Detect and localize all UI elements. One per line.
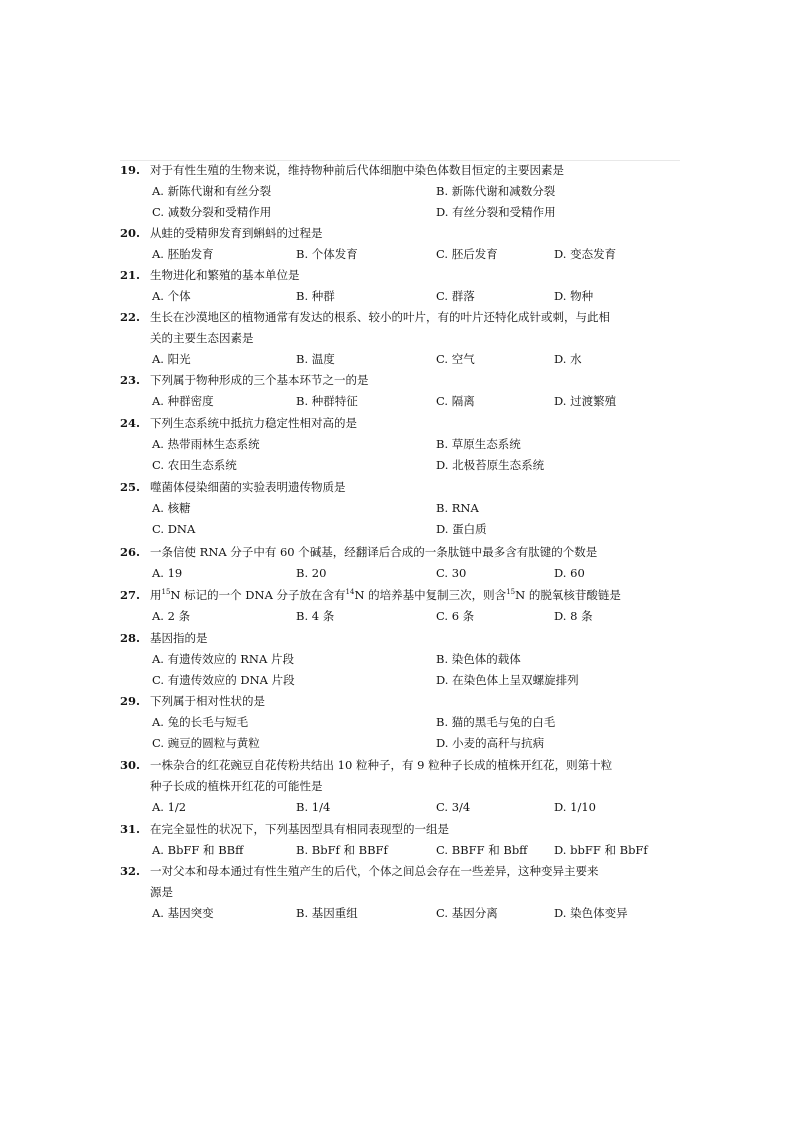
question-25 <box>120 477 680 540</box>
option-d[interactable]: D. 1/10 <box>554 800 596 814</box>
question-26 <box>120 542 680 584</box>
option-b[interactable]: B. RNA <box>436 501 479 515</box>
option-a[interactable]: A. 兔的长毛与短毛 <box>152 715 249 729</box>
option-a[interactable]: A. 种群密度 <box>152 394 214 408</box>
question-21 <box>120 265 680 307</box>
option-a[interactable]: A. BbFF 和 BBff <box>152 843 244 857</box>
question-number: 22. <box>120 310 141 324</box>
option-c[interactable]: C. 群落 <box>436 289 475 303</box>
option-b[interactable]: B. 基因重组 <box>296 906 358 920</box>
question-stem-continued: 种子长成的植株开红花的可能性是 <box>150 779 323 793</box>
option-a[interactable]: A. 热带雨林生态系统 <box>152 437 260 451</box>
isotope-superscript: 14 <box>345 588 355 596</box>
option-d[interactable]: D. 过渡繁殖 <box>554 394 617 408</box>
question-24 <box>120 413 680 476</box>
option-c[interactable]: C. 豌豆的圆粒与黄粒 <box>152 736 260 750</box>
option-d[interactable]: D. bbFF 和 BbFf <box>554 843 648 857</box>
question-22 <box>120 307 680 370</box>
option-d[interactable]: D. 水 <box>554 352 582 366</box>
question-32 <box>120 861 680 924</box>
option-b[interactable]: B. 猫的黑毛与兔的白毛 <box>436 715 556 729</box>
option-c[interactable]: C. 空气 <box>436 352 475 366</box>
option-c[interactable]: C. DNA <box>152 522 196 536</box>
question-number: 31. <box>120 822 141 836</box>
option-b[interactable]: B. BbFf 和 BBFf <box>296 843 388 857</box>
stem-text: N 的脱氧核苷酸链是 <box>515 588 621 602</box>
question-stem <box>150 585 680 606</box>
question-stem: 下列属于相对性状的是 <box>150 694 265 708</box>
option-a[interactable]: A. 1/2 <box>152 800 187 814</box>
stem-text: N 的培养基中复制三次，则含 <box>354 588 507 602</box>
option-d[interactable]: D. 变态发育 <box>554 247 617 261</box>
question-stem: 下列属于物种形成的三个基本环节之一的是 <box>150 373 369 387</box>
option-a[interactable]: A. 核糖 <box>152 501 191 515</box>
option-b[interactable]: B. 4 条 <box>296 609 335 623</box>
option-b[interactable]: B. 20 <box>296 566 327 580</box>
question-number: 26. <box>120 545 141 559</box>
option-c[interactable]: C. 6 条 <box>436 609 475 623</box>
option-c[interactable]: C. BBFF 和 Bbff <box>436 843 528 857</box>
question-29 <box>120 691 680 754</box>
option-c[interactable]: C. 胚后发育 <box>436 247 498 261</box>
question-28 <box>120 628 680 691</box>
option-a[interactable]: A. 基因突变 <box>152 906 214 920</box>
question-number: 21. <box>120 268 141 282</box>
option-d[interactable]: D. 小麦的高秆与抗病 <box>436 736 545 750</box>
option-a[interactable]: A. 阳光 <box>152 352 191 366</box>
option-a[interactable]: A. 有遗传效应的 RNA 片段 <box>152 652 294 666</box>
question-stem: 下列生态系统中抵抗力稳定性相对高的是 <box>150 416 357 430</box>
question-23 <box>120 370 680 412</box>
question-number: 32. <box>120 864 141 878</box>
question-number: 20. <box>120 226 141 240</box>
option-c[interactable]: C. 农田生态系统 <box>152 458 237 472</box>
option-b[interactable]: B. 种群特征 <box>296 394 358 408</box>
question-30 <box>120 755 680 818</box>
question-stem: 一株杂合的红花豌豆自花传粉共结出 10 粒种子，有 9 粒种子长成的植株开红花，则第十粒 <box>150 758 613 772</box>
option-b[interactable]: B. 草原生态系统 <box>436 437 521 451</box>
question-stem: 生物进化和繁殖的基本单位是 <box>150 268 300 282</box>
question-number: 25. <box>120 480 141 494</box>
isotope-superscript: 15 <box>506 588 516 596</box>
option-d[interactable]: D. 在染色体上呈双螺旋排列 <box>436 673 579 687</box>
option-c[interactable]: C. 有遗传效应的 DNA 片段 <box>152 673 295 687</box>
isotope-superscript: 15 <box>161 588 171 596</box>
question-stem-continued: 关的主要生态因素是 <box>150 331 254 345</box>
option-b[interactable]: B. 1/4 <box>296 800 331 814</box>
stem-text: N 标记的一个 DNA 分子放在含有 <box>170 588 346 602</box>
option-a[interactable]: A. 19 <box>152 566 183 580</box>
option-d[interactable]: D. 染色体变异 <box>554 906 628 920</box>
question-stem: 一条信使 RNA 分子中有 60 个碱基，经翻译后合成的一条肽链中最多含有肽键的个数是 <box>150 545 598 559</box>
question-stem: 在完全显性的状况下，下列基因型具有相同表现型的一组是 <box>150 822 449 836</box>
option-b[interactable]: B. 新陈代谢和减数分裂 <box>436 184 556 198</box>
option-c[interactable]: C. 30 <box>436 566 467 580</box>
question-stem: 噬菌体侵染细菌的实验表明遗传物质是 <box>150 480 346 494</box>
option-c[interactable]: C. 减数分裂和受精作用 <box>152 205 272 219</box>
question-number: 24. <box>120 416 141 430</box>
question-19 <box>120 160 680 223</box>
stem-text: 用 <box>150 588 162 602</box>
question-stem: 基因指的是 <box>150 631 208 645</box>
option-b[interactable]: B. 种群 <box>296 289 335 303</box>
question-31 <box>120 819 680 861</box>
question-stem: 生长在沙漠地区的植物通常有发达的根系、较小的叶片，有的叶片还特化成针或刺，与此相 <box>150 310 610 324</box>
question-stem: 从蛙的受精卵发育到蝌蚪的过程是 <box>150 226 323 240</box>
question-stem: 对于有性生殖的生物来说，维持物种前后代体细胞中染色体数目恒定的主要因素是 <box>150 163 564 177</box>
option-b[interactable]: B. 染色体的载体 <box>436 652 521 666</box>
option-a[interactable]: A. 新陈代谢和有丝分裂 <box>152 184 272 198</box>
option-d[interactable]: D. 物种 <box>554 289 594 303</box>
option-a[interactable]: A. 胚胎发育 <box>152 247 214 261</box>
question-27 <box>120 585 680 627</box>
option-c[interactable]: C. 3/4 <box>436 800 471 814</box>
question-number: 30. <box>120 758 141 772</box>
option-d[interactable]: D. 蛋白质 <box>436 522 487 536</box>
option-b[interactable]: B. 温度 <box>296 352 335 366</box>
option-a[interactable]: A. 2 条 <box>152 609 191 623</box>
question-stem-continued: 源是 <box>150 885 173 899</box>
option-d[interactable]: D. 60 <box>554 566 585 580</box>
option-d[interactable]: D. 有丝分裂和受精作用 <box>436 205 556 219</box>
option-d[interactable]: D. 北极苔原生态系统 <box>436 458 545 472</box>
question-stem: 一对父本和母本通过有性生殖产生的后代，个体之间总会存在一些差异，这种变异主要来 <box>150 864 599 878</box>
question-number: 29. <box>120 694 141 708</box>
option-d[interactable]: D. 8 条 <box>554 609 593 623</box>
option-a[interactable]: A. 个体 <box>152 289 191 303</box>
option-b[interactable]: B. 个体发育 <box>296 247 358 261</box>
option-c[interactable]: C. 隔离 <box>436 394 475 408</box>
question-number: 19. <box>120 163 141 177</box>
question-number: 23. <box>120 373 141 387</box>
question-number: 28. <box>120 631 141 645</box>
question-number: 27. <box>120 588 141 602</box>
option-c[interactable]: C. 基因分离 <box>436 906 498 920</box>
question-20 <box>120 223 680 265</box>
